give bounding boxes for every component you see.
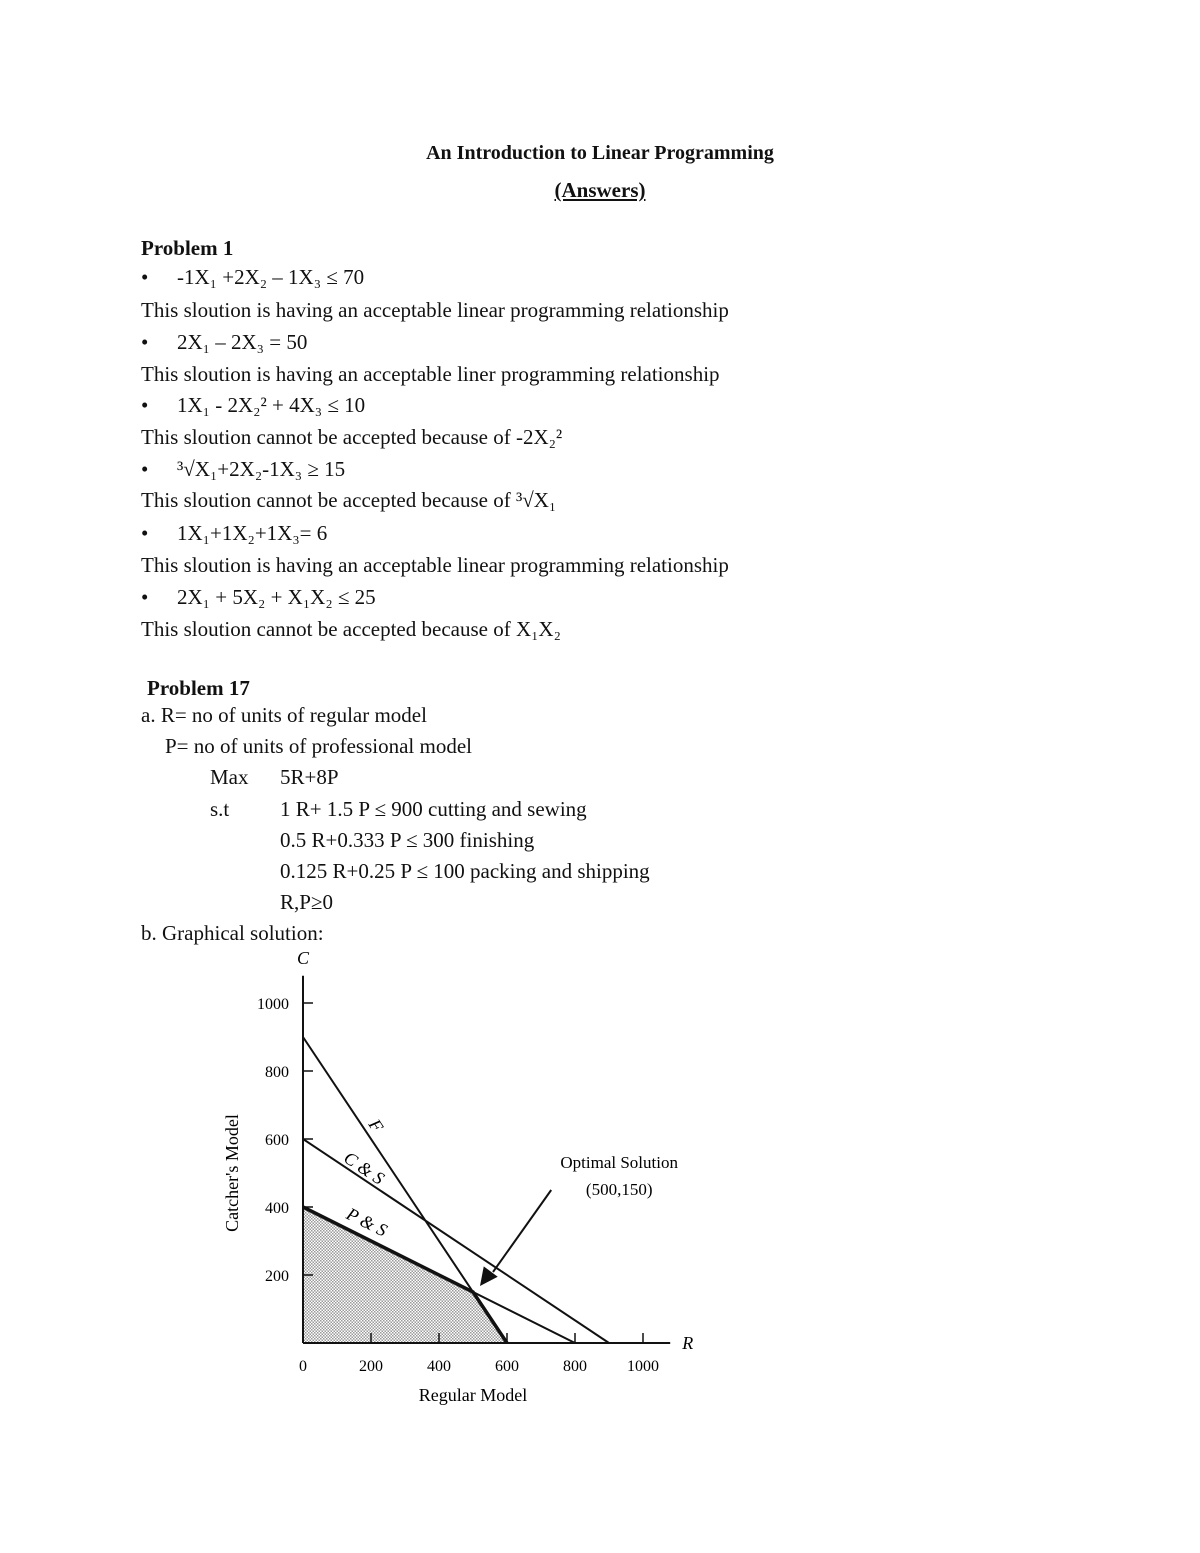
constraint-finishing: 0.5 R+0.333 P ≤ 300 finishing — [280, 828, 535, 852]
objective-function: 5R+8P — [280, 765, 339, 789]
answer-line: This sloution cannot be accepted because of ³√X₁ — [141, 488, 557, 512]
bullet-icon: • — [141, 393, 149, 417]
document-subtitle — [0, 178, 1200, 203]
answer-line: This sloution is having an acceptable linear programming relationship — [141, 553, 729, 577]
x-tick-label: 400 — [427, 1358, 451, 1375]
problem-1-item-2 — [141, 330, 307, 355]
problem-1-heading: Problem 1 — [141, 236, 234, 260]
problem-1-item-3 — [141, 393, 365, 418]
y-axis-letter: C — [296, 947, 310, 968]
max-label: Max — [210, 765, 249, 789]
x-axis-letter: R — [682, 1333, 694, 1353]
expression: 2X₁ – 2X₃ = 50 — [177, 330, 308, 354]
y-tick-label: 200 — [265, 1268, 289, 1285]
annotation-text: Optimal Solution — [560, 1152, 678, 1172]
bullet-icon: • — [141, 457, 149, 481]
subtitle-text: (Answers) — [554, 178, 646, 202]
series-label: P & S — [343, 1203, 391, 1241]
bullet-icon: • — [141, 330, 149, 354]
answer-line: This sloution cannot be accepted because of X₁X₂ — [141, 617, 561, 641]
x-tick-label: 600 — [495, 1358, 519, 1375]
problem-1-item-6 — [141, 585, 376, 610]
annotation-arrow-shaft — [493, 1190, 551, 1272]
bullet-icon: • — [141, 265, 149, 289]
problem-17-heading: Problem 17 — [147, 676, 250, 700]
y-tick-label: 800 — [265, 1064, 289, 1081]
expression: -1X₁ +2X₂ – 1X₃ ≤ 70 — [177, 265, 365, 289]
series-label: F — [364, 1115, 388, 1136]
expression: 1X₁+1X₂+1X₃= 6 — [177, 521, 328, 545]
expression: 1X₁ - 2X₂² + 4X₃ ≤ 10 — [177, 393, 366, 417]
answer-line: This sloution is having an acceptable liner programming relationship — [141, 362, 720, 386]
x-tick-label: 800 — [563, 1358, 587, 1375]
document-title: An Introduction to Linear Programming — [426, 142, 774, 164]
graphical-solution-chart — [200, 945, 720, 1415]
problem-1-item-1 — [141, 265, 364, 290]
expression: ³√X₁+2X₂-1X₃ ≥ 15 — [177, 457, 346, 481]
part-a-line-1: a. R= no of units of regular model — [141, 703, 427, 727]
constraint-cutting-sewing: 1 R+ 1.5 P ≤ 900 cutting and sewing — [280, 797, 587, 821]
x-tick-label: 1000 — [627, 1358, 659, 1375]
part-a-line-2: P= no of units of professional model — [165, 734, 472, 758]
bullet-icon: • — [141, 585, 149, 609]
expression: 2X₁ + 5X₂ + X₁X₂ ≤ 25 — [177, 585, 376, 609]
feasible-region — [303, 1207, 507, 1343]
x-tick-label: 0 — [299, 1358, 307, 1375]
problem-1-item-4 — [141, 457, 345, 482]
x-axis-label: Regular Model — [418, 1385, 528, 1405]
annotation-point: (500,150) — [585, 1180, 653, 1200]
y-axis-label: Catcher's Model — [222, 1114, 242, 1232]
problem-1-item-5 — [141, 521, 327, 546]
constraint-nonnegativity: R,P≥0 — [280, 890, 333, 914]
series-label: C & S — [340, 1147, 388, 1189]
x-tick-label: 200 — [359, 1358, 383, 1375]
y-tick-label: 600 — [265, 1132, 289, 1149]
bullet-icon: • — [141, 521, 149, 545]
part-b-label: b. Graphical solution: — [141, 921, 324, 945]
y-tick-label: 1000 — [257, 996, 289, 1013]
constraint-packing-shipping: 0.125 R+0.25 P ≤ 100 packing and shipping — [280, 859, 650, 883]
st-label: s.t — [210, 797, 230, 821]
answer-line: This sloution cannot be accepted because of -2X₂² — [141, 425, 563, 449]
y-tick-label: 400 — [265, 1200, 289, 1217]
answer-line: This sloution is having an acceptable linear programming relationship — [141, 298, 729, 322]
